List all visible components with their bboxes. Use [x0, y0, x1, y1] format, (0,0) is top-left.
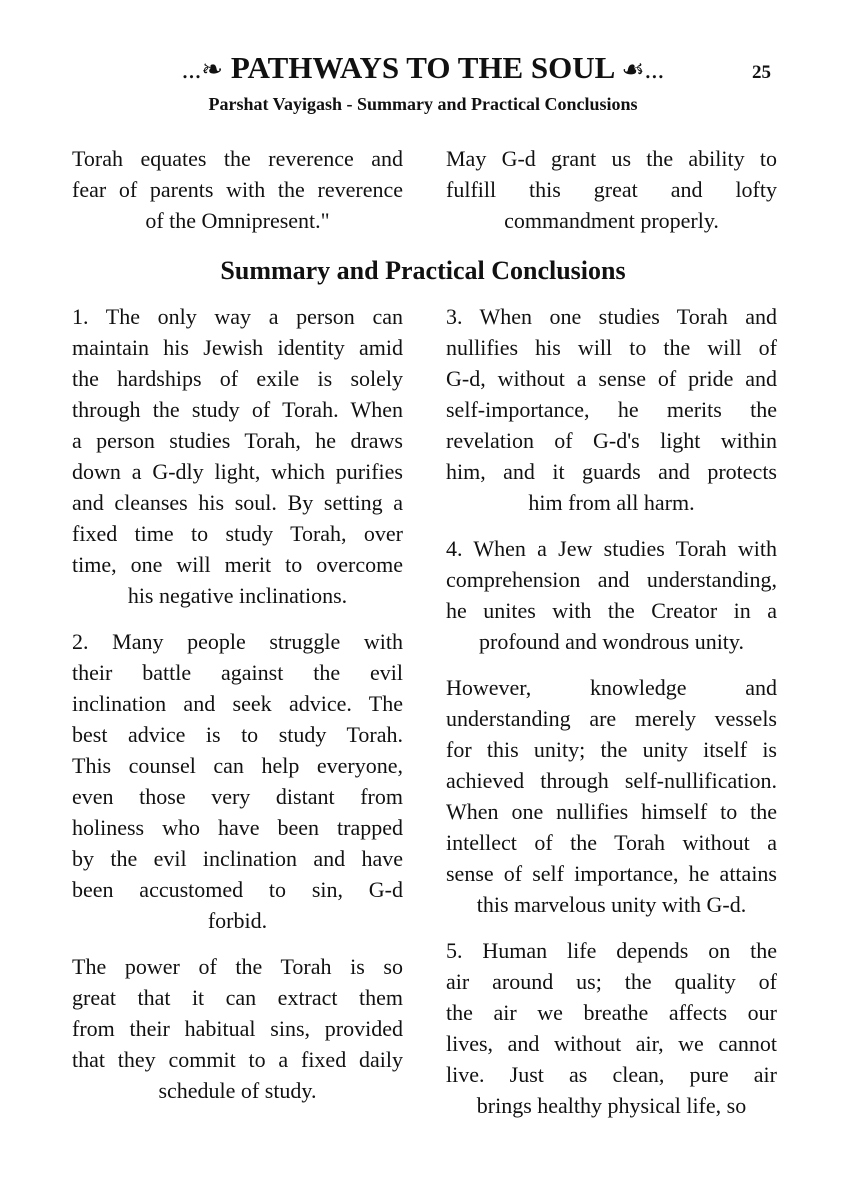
paragraph: [446, 533, 777, 657]
paragraph: [446, 935, 777, 1121]
text-line: commandment properly.: [504, 208, 719, 233]
text-line: 2. Many people struggle with: [72, 629, 403, 654]
text-line: him from all harm.: [528, 490, 695, 515]
ornament-left-icon: ...❧: [181, 55, 224, 84]
text-line: Torah equates the reverence and: [72, 146, 403, 171]
text-line: self-importance, he merits the: [446, 397, 777, 422]
paragraph: [446, 143, 777, 236]
text-line: fear of parents with the reverence: [72, 177, 403, 202]
text-line: their battle against the evil: [72, 660, 403, 685]
text-line: even those very distant from: [72, 784, 403, 809]
text-line: down a G-dly light, which purifies: [72, 459, 403, 484]
text-line: him, and it guards and protects: [446, 459, 777, 484]
text-line: achieved through self-nullification.: [446, 768, 777, 793]
text-line: maintain his Jewish identity amid: [72, 335, 403, 360]
body-left-column: [72, 301, 403, 1121]
text-line: comprehension and understanding,: [446, 567, 777, 592]
text-line: revelation of G-d's light within: [446, 428, 777, 453]
text-line: that they commit to a fixed daily: [72, 1047, 403, 1072]
text-line: his negative inclinations.: [127, 583, 348, 608]
text-line: and cleanses his soul. By setting a: [72, 490, 403, 515]
paragraph: [72, 301, 403, 611]
text-line: from their habitual sins, provided: [72, 1016, 403, 1041]
text-line: fulfill this great and lofty: [446, 177, 777, 202]
text-line: When one nullifies himself to the: [446, 799, 777, 824]
paragraph: [72, 951, 403, 1106]
text-line: through the study of Torah. When: [72, 397, 403, 422]
text-line: nullifies his will to the will of: [446, 335, 777, 360]
text-line: time, one will merit to overcome: [72, 552, 403, 577]
text-line: sense of self importance, he attains: [446, 861, 777, 886]
paragraph: [446, 672, 777, 920]
paragraph: [72, 143, 403, 236]
text-line: by the evil inclination and have: [72, 846, 403, 871]
text-line: understanding are merely vessels: [446, 706, 777, 731]
text-line: The power of the Torah is so: [72, 954, 403, 979]
text-line: air around us; the quality of: [446, 969, 777, 994]
book-title: PATHWAYS TO THE SOUL: [230, 50, 614, 85]
page-number: 25: [752, 62, 771, 83]
text-line: brings healthy physical life, so: [476, 1093, 747, 1118]
text-line: fixed time to study Torah, over: [72, 521, 403, 546]
paragraph: [72, 626, 403, 936]
text-line: of the Omnipresent.": [145, 208, 330, 233]
body-right-column: [446, 301, 777, 1136]
text-line: inclination and seek advice. The: [72, 691, 403, 716]
text-line: 4. When a Jew studies Torah with: [446, 536, 777, 561]
text-line: schedule of study.: [158, 1078, 317, 1103]
text-line: intellect of the Torah without a: [446, 830, 777, 855]
text-line: 5. Human life depends on the: [446, 938, 777, 963]
text-line: holiness who have been trapped: [72, 815, 403, 840]
text-line: the air we breathe affects our: [446, 1000, 777, 1025]
paragraph: [446, 301, 777, 518]
text-line: G-d, without a sense of pride and: [446, 366, 777, 391]
text-line: This counsel can help everyone,: [72, 753, 403, 778]
top-right-column: [446, 143, 777, 251]
text-line: 1. The only way a person can: [72, 304, 403, 329]
text-line: forbid.: [207, 908, 268, 933]
chapter-subtitle: Parshat Vayigash - Summary and Practical Conclusions: [208, 94, 638, 114]
text-line: he unites with the Creator in a: [446, 598, 777, 623]
text-line: this marvelous unity with G-d.: [476, 892, 747, 917]
text-line: 3. When one studies Torah and: [446, 304, 777, 329]
text-line: lives, and without air, we cannot: [446, 1031, 777, 1056]
top-left-column: [72, 143, 403, 251]
ornament-right-icon: ☙...: [621, 55, 665, 84]
text-line: profound and wondrous unity.: [479, 629, 744, 654]
text-line: the hardships of exile is solely: [72, 366, 403, 391]
text-line: best advice is to study Torah.: [72, 722, 403, 747]
text-line: May G-d grant us the ability to: [446, 146, 777, 171]
section-heading: Summary and Practical Conclusions: [220, 256, 626, 285]
text-line: for this unity; the unity itself is: [446, 737, 777, 762]
text-line: great that it can extract them: [72, 985, 403, 1010]
text-line: live. Just as clean, pure air: [446, 1062, 777, 1087]
text-line: a person studies Torah, he draws: [72, 428, 403, 453]
running-header: [0, 50, 846, 86]
text-line: been accustomed to sin, G-d: [72, 877, 403, 902]
text-line: However, knowledge and: [446, 675, 777, 700]
